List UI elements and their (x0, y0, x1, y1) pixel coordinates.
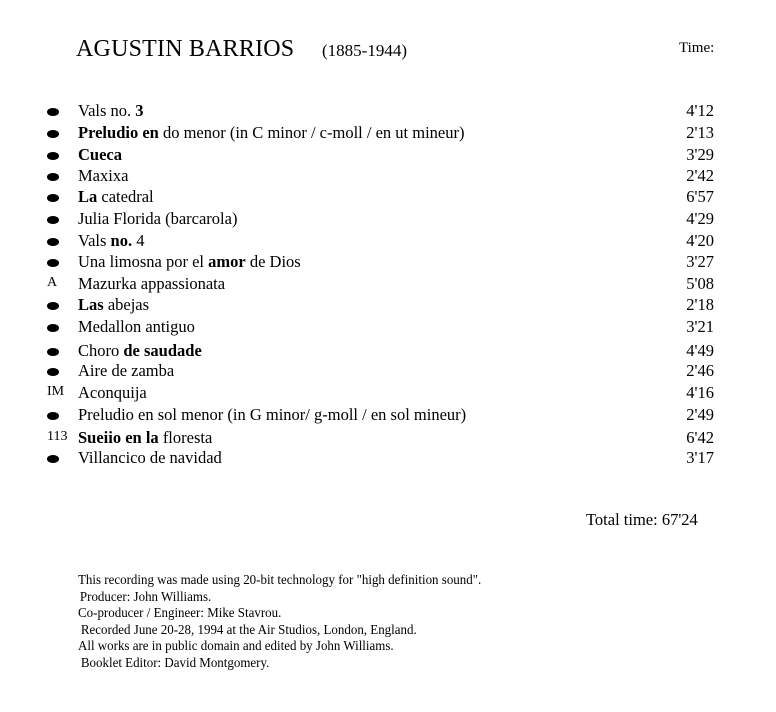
track-title: Una limosna por el amor de Dios (78, 252, 301, 271)
track-title: Mazurka appassionata (78, 274, 226, 293)
track-marker: A (47, 275, 58, 290)
track-duration: 2'13 (686, 123, 714, 142)
track-duration: 2'42 (686, 166, 714, 185)
track-row (0, 101, 776, 122)
bullet-icon (47, 302, 59, 310)
track-row (0, 252, 776, 273)
track-duration: 3'17 (686, 448, 714, 467)
track-duration: 5'08 (686, 274, 714, 293)
track-title: Preludio en do menor (in C minor / c-moll / en ut mineur) (78, 123, 465, 142)
track-duration: 2'18 (686, 295, 714, 314)
bullet-icon (47, 368, 59, 376)
track-duration: 4'20 (686, 231, 714, 250)
track-title: Maxixa (78, 166, 129, 185)
track-duration: 2'46 (686, 361, 714, 380)
composer-name: AGUSTIN BARRIOS (76, 36, 295, 62)
track-marker: IM (47, 384, 65, 399)
track-row (0, 274, 776, 295)
bullet-icon (47, 348, 59, 356)
track-duration: 3'29 (686, 145, 714, 164)
credit-line: Producer: John Williams. (79, 588, 212, 604)
track-duration: 6'42 (686, 428, 714, 447)
track-row (0, 361, 776, 382)
bullet-icon (47, 324, 59, 332)
track-duration: 3'27 (686, 252, 714, 271)
track-row (0, 317, 776, 338)
track-title: Medallon antiguo (78, 317, 195, 336)
bullet-icon (47, 455, 59, 463)
track-title: Villancico de navidad (78, 448, 222, 467)
bullet-icon (47, 173, 59, 181)
bullet-icon (47, 216, 59, 224)
credit-line: This recording was made using 20-bit technology for "high definition sound". (78, 572, 482, 587)
track-row (0, 405, 776, 426)
bullet-icon (47, 194, 59, 202)
bullet-icon (47, 130, 59, 138)
track-title: Sueiio en la floresta (78, 428, 213, 447)
track-row (0, 448, 776, 469)
credit-line: Recorded June 20-28, 1994 at the Air Studios, London, England. (80, 621, 417, 637)
credit-line: Booklet Editor: David Montgomery. (80, 654, 270, 670)
track-title: Preludio en sol menor (in G minor/ g-moll / en sol mineur) (78, 405, 467, 424)
track-row (0, 145, 776, 166)
track-duration: 2'49 (686, 405, 714, 424)
track-row (0, 123, 776, 144)
track-title: Aire de zamba (78, 361, 175, 380)
bullet-icon (47, 108, 59, 116)
track-title: Vals no. 3 (78, 101, 144, 120)
bullet-icon (47, 412, 59, 420)
track-title: Julia Florida (barcarola) (78, 209, 238, 228)
composer-years: (1885-1944) (322, 41, 407, 60)
track-row (0, 166, 776, 187)
track-title: Aconquija (78, 383, 147, 402)
track-duration: 4'49 (686, 341, 714, 360)
track-row (0, 231, 776, 252)
track-row (0, 341, 776, 362)
track-duration: 4'12 (686, 101, 714, 120)
credit-line: All works are in public domain and edited by John Williams. (78, 638, 394, 653)
bullet-icon (47, 259, 59, 267)
track-row (0, 428, 776, 449)
track-title: La catedral (78, 187, 154, 206)
bullet-icon (47, 238, 59, 246)
track-duration: 6'57 (686, 187, 714, 206)
total-time: Total time: 67'24 (586, 510, 698, 529)
time-column-header: Time: (679, 40, 715, 56)
track-duration: 4'16 (686, 383, 714, 402)
bullet-icon (47, 152, 59, 160)
track-title: Choro de saudade (78, 341, 202, 360)
track-title: Vals no. 4 (78, 231, 145, 250)
track-duration: 4'29 (686, 209, 714, 228)
track-title: Las abejas (78, 295, 150, 314)
track-marker: 113 (47, 429, 68, 444)
track-duration: 3'21 (686, 317, 714, 336)
track-row (0, 209, 776, 230)
track-title: Cueca (78, 145, 122, 164)
credits-block (78, 572, 481, 671)
track-row (0, 383, 776, 404)
credit-line: Co-producer / Engineer: Mike Stavrou. (78, 605, 282, 620)
track-row (0, 295, 776, 316)
track-row (0, 187, 776, 208)
